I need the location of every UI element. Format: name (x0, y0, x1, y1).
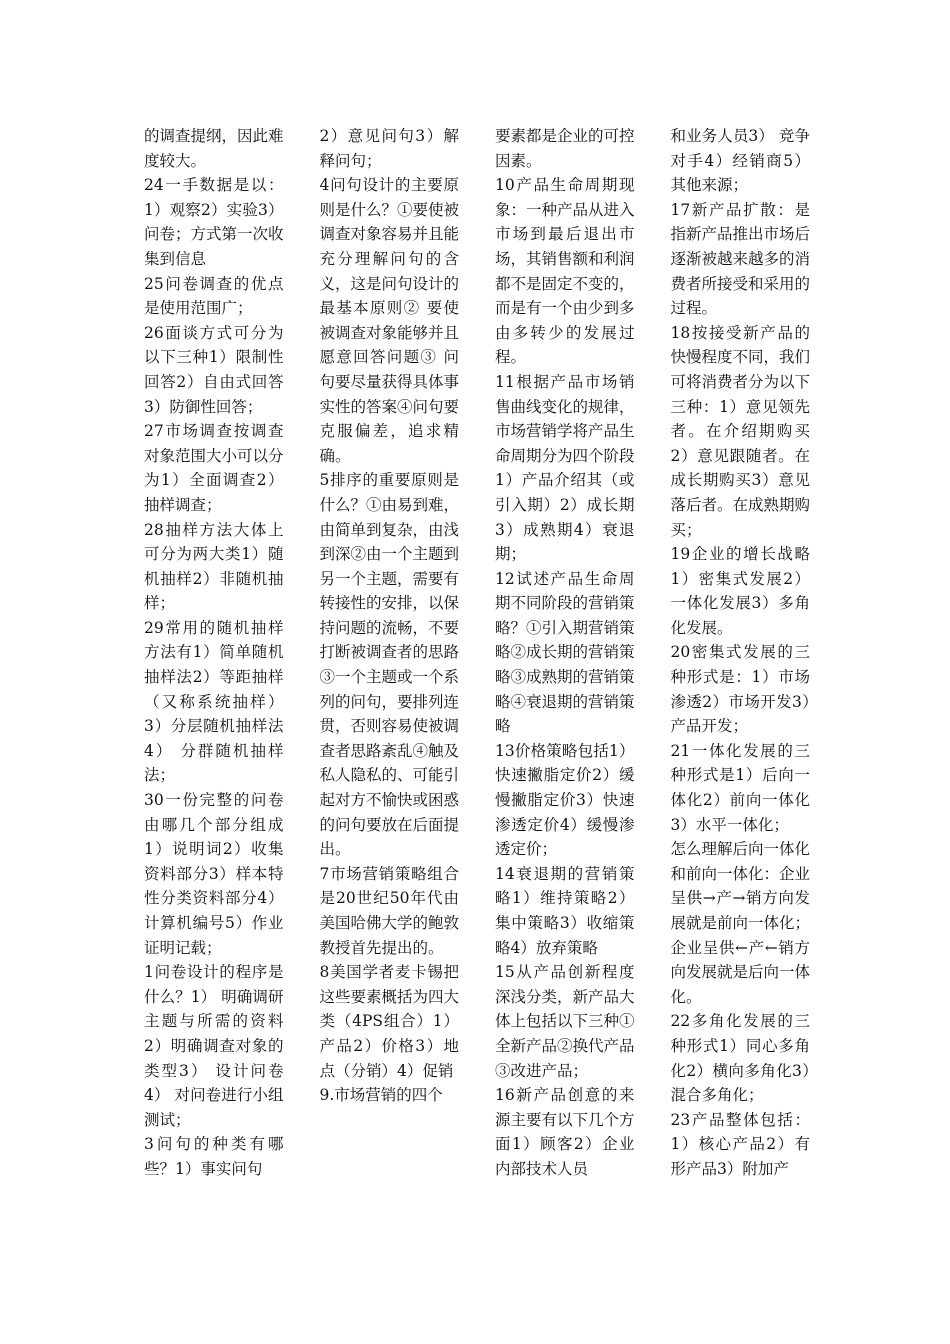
column-3 (495, 124, 635, 1224)
paragraph: 28抽样方法大体上可分为两大类1）随机抽样2）非随机抽样； (144, 520, 284, 613)
paragraph: 的调查提纲，因此难度较大。 (144, 127, 284, 170)
paragraph: 怎么理解后向一体化和前向一体化：企业呈供→产→销方向发展就是前向一体化；企业呈供←产←销方向发展就是后向一体化。 (670, 840, 810, 1006)
paragraph: 3问句的种类有哪些？1）事实问句 (144, 1135, 284, 1178)
column-1 (144, 124, 284, 1224)
column-4 (671, 124, 811, 1224)
paragraph: 29常用的随机抽样方法有1）简单随机抽样法2）等距抽样（又称系统抽样）3）分层随机抽样法4） 分群随机抽样法； (144, 618, 284, 785)
paragraph: 8美国学者麦卡锡把这些要素概括为四大类（4PS组合）1）产品2）价格3）地点（分销）4）促销 (319, 963, 459, 1080)
paragraph: 21一体化发展的三种形式是1）后向一体化2）前向一体化3）水平一体化； (670, 741, 810, 834)
paragraph: 24一手数据是以：1）观察2）实验3）问卷；方式第一次收集到信息 (144, 176, 284, 268)
paragraph: 30一份完整的问卷由哪几个部分组成1）说明词2）收集资料部分3）样本特性分类资料部分4）计算机编号5）作业证明记载； (144, 791, 284, 957)
column-2 (320, 124, 460, 1224)
paragraph: 20密集式发展的三种形式是：1）市场渗透2）市场开发3）产品开发； (670, 643, 810, 736)
paragraph: 18按接受新产品的快慢程度不同，我们可将消费者分为以下三种：1）意见领先者。在介绍期购买2）意见跟随者。在成长期购买3）意见落后者。在成熟期购买； (670, 323, 810, 539)
paragraph: 16新产品创意的来源主要有以下几个方面1）顾客2）企业内部技术人员 (495, 1086, 635, 1178)
paragraph: 23产品整体包括：1）核心产品2）有形产品3）附加产 (670, 1110, 810, 1178)
paragraph: 22多角化发展的三种形式1）同心多角化2）横向多角化3）混合多角化； (670, 1012, 810, 1105)
paragraph: 17新产品扩散：是指新产品推出市场后逐渐被越来越多的消费者所接受和采用的过程。 (670, 200, 810, 318)
paragraph: 和业务人员3） 竞争对手4）经销商5）其他来源； (670, 127, 810, 195)
paragraph: 15从产品创新程度深浅分类，新产品大体上包括以下三种①全新产品②换代产品③改进产品； (495, 963, 635, 1080)
paragraph: 25问卷调查的优点是使用范围广； (144, 274, 284, 318)
paragraph: 4问句设计的主要原则是什么？①要使被调查对象容易并且能充分理解问句的含义，这是问句设计的最基本原则② 要使被调查对象能够并且愿意回答问题③ 问句要尽量获得具体事实性的答案④问句要克服偏差，追求精确。 (319, 176, 459, 465)
paragraph: 14衰退期的营销策略1）维持策略2）集中策略3）收缩策略4）放弃策略 (495, 864, 635, 957)
paragraph: 13价格策略包括1）快速撇脂定价2）缓慢撇脂定价3）快速渗透定价4）缓慢渗透定价； (495, 741, 635, 859)
paragraph: 11根据产品市场销售曲线变化的规律，市场营销学将产品生命周期分为四个阶段1）产品介绍其（或引入期）2）成长期3）成熟期4）衰退期； (495, 372, 635, 564)
paragraph: 1问卷设计的程序是什么？1） 明确调研主题与所需的资料2）明确调查对象的类型3） 设计问卷4） 对问卷进行小组测试； (144, 963, 284, 1129)
paragraph: 9.市场营销的四个 (319, 1086, 443, 1105)
paragraph: 19企业的增长战略1）密集式发展2）一体化发展3）多角化发展。 (670, 545, 810, 637)
paragraph: 26面谈方式可分为以下三种1）限制性回答2）自由式回答3）防御性回答； (144, 323, 284, 416)
paragraph: 5排序的重要原则是什么？①由易到难，由简单到复杂，由浅到深②由一个主题到另一个主题，需要有转接性的安排，以保持问题的流畅，不要打断被调查者的思路③一个主题或一个系列的问句，要排列连贯，否则容易使被调查者思路紊乱④触及私人隐私的、可能引起对方不愉快或困惑的问句要放在后面提出。 (319, 471, 459, 859)
paragraph: 2）意见问句3）解释问句； (319, 127, 459, 170)
paragraph: 10产品生命周期现象：一种产品从进入市场到最后退出市场，其销售额和利润都不是固定不变的，而是有一个由少到多由多转少的发展过程。 (495, 176, 635, 367)
paragraph: 要素都是企业的可控因素。 (495, 127, 635, 170)
paragraph: 7市场营销策略组合是20世纪50年代由美国哈佛大学的鲍敦教授首先提出的。 (319, 864, 459, 957)
text-columns (144, 124, 810, 1224)
paragraph: 27市场调查按调查对象范围大小可以分为1）全面调查2）抽样调查； (144, 422, 284, 514)
paragraph: 12试述产品生命周期不同阶段的营销策略？①引入期营销策略②成长期的营销策略③成熟期的营销策略④衰退期的营销策略 (495, 569, 635, 736)
